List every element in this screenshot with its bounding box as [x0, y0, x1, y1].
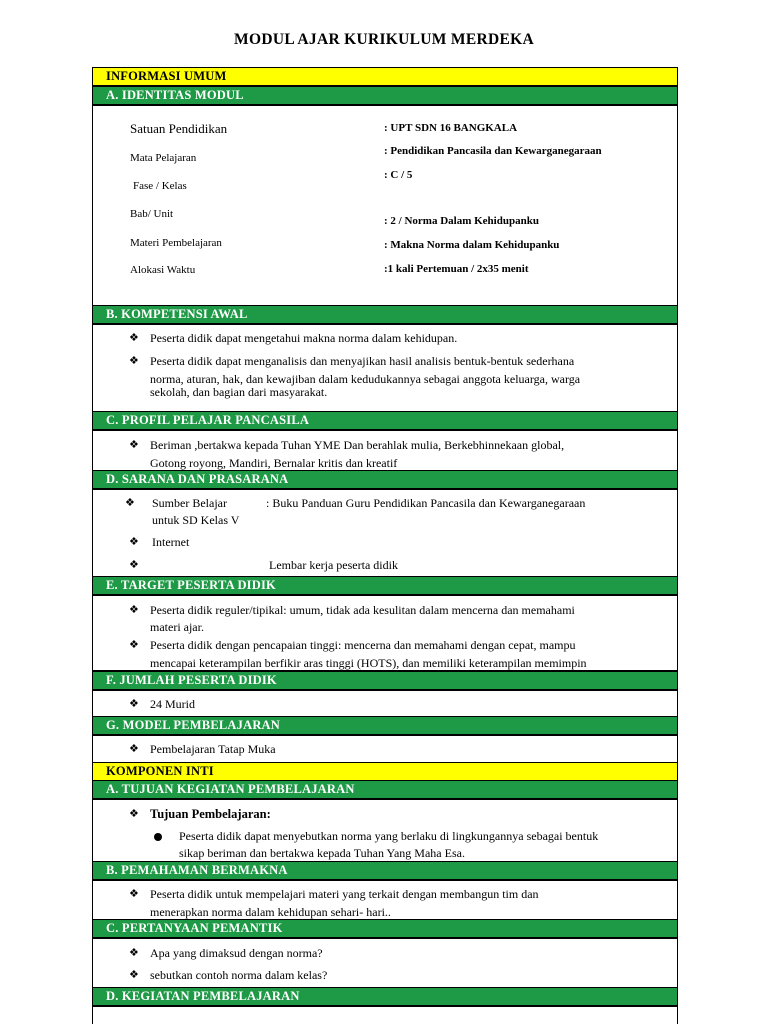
- sarana-sumber-value: : Buku Panduan Guru Pendidikan Pancasila dan Kewarganegaraan: [266, 496, 586, 510]
- identitas-value-fase: : C / 5: [384, 169, 413, 181]
- sarana-internet: Internet: [152, 535, 190, 549]
- bullet-icon: ❖: [129, 439, 139, 451]
- tujuan-kegiatan-header: A. TUJUAN KEGIATAN PEMBELAJARAN: [92, 780, 678, 799]
- identitas-label-materi: Materi Pembelajaran: [130, 237, 222, 249]
- target-item-2-line-1: Peserta didik dengan pencapaian tinggi: mencerna dan memahami dengan cepat, mampu: [150, 638, 576, 652]
- tujuan-label: Tujuan Pembelajaran:: [150, 807, 271, 821]
- target-peserta-header: E. TARGET PESERTA DIDIK: [92, 576, 678, 595]
- identitas-label-alokasi: Alokasi Waktu: [130, 264, 196, 276]
- document-title: MODUL AJAR KURIKULUM MERDEKA: [234, 31, 534, 48]
- sarana-prasarana-header: D. SARANA DAN PRASARANA: [92, 470, 678, 489]
- bullet-icon: ❖: [129, 888, 139, 900]
- bullet-icon: ❖: [129, 947, 139, 959]
- profil-line-1: Beriman ,bertakwa kepada Tuhan YME Dan berahlak mulia, Berkebhinnekaan global,: [150, 438, 565, 452]
- sarana-lembar-kerja: Lembar kerja peserta didik: [269, 558, 398, 572]
- identitas-value-alokasi: :1 kali Pertemuan / 2x35 menit: [384, 263, 529, 275]
- pertanyaan-1: Apa yang dimaksud dengan norma?: [150, 946, 323, 960]
- target-item-1-line-2: materi ajar.: [150, 620, 204, 634]
- sarana-sumber-label: Sumber Belajar: [152, 496, 227, 510]
- target-item-2-line-2: mencapai keterampilan berfikir aras tinggi (HOTS), dan memiliki keterampilan memimpin: [150, 656, 587, 670]
- identitas-value-mapel: : Pendidikan Pancasila dan Kewarganegaraan: [384, 145, 602, 157]
- kompetensi-item-2-line-2: norma, aturan, hak, dan kewajiban dalam kedudukannya sebagai anggota keluarga, warga: [150, 372, 581, 386]
- bullet-icon: ❖: [129, 743, 139, 755]
- tujuan-line-2: sikap beriman dan bertakwa kepada Tuhan Yang Maha Esa.: [179, 846, 465, 860]
- model-pembelajaran-header: G. MODEL PEMBELAJARAN: [92, 716, 678, 735]
- identitas-value-satuan: : UPT SDN 16 BANGKALA: [384, 122, 518, 134]
- profil-line-2: Gotong royong, Mandiri, Bernalar kritis dan kreatif: [150, 456, 398, 470]
- pertanyaan-pemantik-header: C. PERTANYAAN PEMANTIK: [92, 919, 678, 938]
- circle-bullet-icon: [154, 833, 162, 841]
- jumlah-peserta-header: F. JUMLAH PESERTA DIDIK: [92, 671, 678, 690]
- informasi-umum-header: INFORMASI UMUM: [92, 67, 678, 86]
- identitas-value-materi: : Makna Norma dalam Kehidupanku: [384, 239, 560, 251]
- bullet-icon: ❖: [129, 698, 139, 710]
- pemahaman-line-2: menerapkan norma dalam kehidupan sehari- hari..: [150, 905, 391, 919]
- kompetensi-item-2-line-3: sekolah, dan bagian dari masyarakat.: [150, 385, 328, 399]
- model-item: Pembelajaran Tatap Muka: [150, 742, 276, 756]
- bullet-icon: ❖: [129, 639, 139, 651]
- bullet-icon: ❖: [129, 808, 139, 820]
- identitas-label-mapel: Mata Pelajaran: [130, 152, 197, 164]
- sarana-sumber-cont: untuk SD Kelas V: [152, 513, 240, 527]
- identitas-value-bab: : 2 / Norma Dalam Kehidupanku: [384, 215, 539, 227]
- bullet-icon: ❖: [129, 332, 139, 344]
- identitas-modul-header: A. IDENTITAS MODUL: [92, 86, 678, 105]
- bullet-icon: ❖: [129, 559, 139, 571]
- kegiatan-pembelajaran-header: D. KEGIATAN PEMBELAJARAN: [92, 987, 678, 1006]
- kompetensi-item-2-line-1: Peserta didik dapat menganalisis dan menyajikan hasil analisis bentuk-bentuk sederhana: [150, 354, 575, 368]
- bullet-icon: ❖: [129, 604, 139, 616]
- target-item-1-line-1: Peserta didik reguler/tipikal: umum, tidak ada kesulitan dalam mencerna dan memahami: [150, 603, 575, 617]
- identitas-label-satuan: Satuan Pendidikan: [130, 121, 228, 136]
- bullet-icon: ❖: [129, 969, 139, 981]
- kompetensi-item-1: Peserta didik dapat mengetahui makna norma dalam kehidupan.: [150, 331, 458, 345]
- kegiatan-pembelajaran-section: [92, 1006, 678, 1024]
- pemahaman-line-1: Peserta didik untuk mempelajari materi yang terkait dengan membangun tim dan: [150, 887, 539, 901]
- pemahaman-bermakna-header: B. PEMAHAMAN BERMAKNA: [92, 861, 678, 880]
- komponen-inti-header: KOMPONEN INTI: [92, 762, 678, 781]
- bullet-icon: ❖: [125, 497, 135, 509]
- bullet-icon: ❖: [129, 536, 139, 548]
- pertanyaan-2: sebutkan contoh norma dalam kelas?: [150, 968, 328, 982]
- identitas-label-fase: Fase / Kelas: [133, 180, 187, 192]
- jumlah-item: 24 Murid: [150, 697, 195, 711]
- kompetensi-awal-header: B. KOMPETENSI AWAL: [92, 305, 678, 324]
- bullet-icon: ❖: [129, 355, 139, 367]
- profil-pancasila-header: C. PROFIL PELAJAR PANCASILA: [92, 411, 678, 430]
- tujuan-line-1: Peserta didik dapat menyebutkan norma yang berlaku di lingkungannya sebagai bentuk: [179, 829, 599, 843]
- identitas-label-bab: Bab/ Unit: [130, 208, 174, 220]
